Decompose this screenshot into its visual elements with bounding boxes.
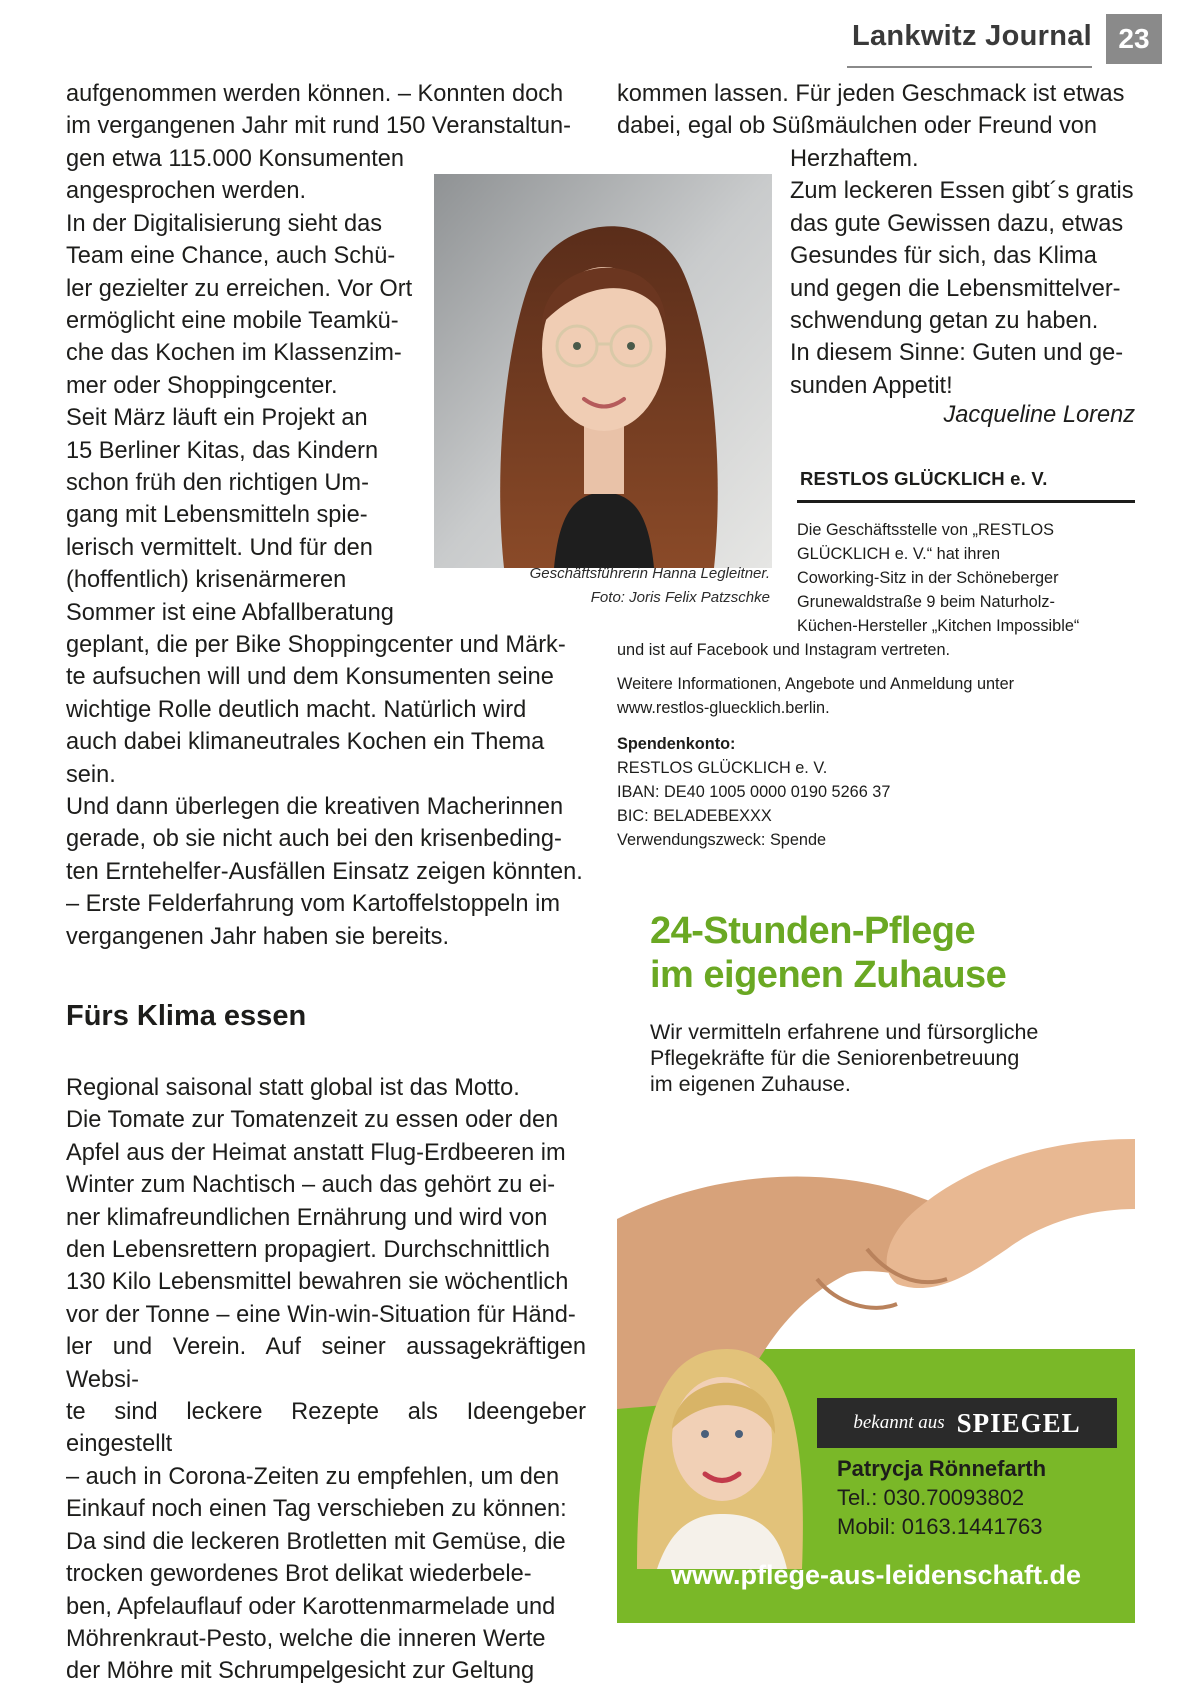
website-link[interactable]: www.restlos-gluecklich.berlin. [617,699,830,717]
text-line: Coworking-Sitz in der Schöneberger [797,569,1059,587]
text-line: Herzhaftem. [790,146,919,172]
ad-sub-line: im eigenen Zuhause. [650,1072,851,1096]
text-line: gerade, ob sie nicht auch bei den krisenbeding- [66,826,562,853]
infobox-rule [797,500,1135,503]
article-text-right-top [617,78,1135,143]
known-from-badge [817,1398,1117,1448]
text-line: Da sind die leckeren Brotletten mit Gemüse, die [66,1528,566,1555]
text-line: dabei, egal ob Süßmäulchen oder Freund von [617,113,1098,140]
infobox-text-full: und ist auf Facebook und Instagram vertreten. [617,641,951,659]
ad-title-line: im eigenen Zuhause [650,954,1007,996]
text-line: Seit März läuft ein Projekt an [66,405,368,432]
text-line: te aufsuchen will und dem Konsumenten seine [66,664,554,691]
text-line: lerisch vermittelt. Und für den [66,534,373,561]
text-line: vor der Tonne – eine Win-win-Situation für Händ- [66,1301,576,1328]
text-line: ermöglicht eine mobile Teamkü- [66,308,399,335]
photo-credit: Foto: Joris Felix Patzschke [590,589,770,606]
text-line: Küchen-Hersteller „Kitchen Impossible“ [797,617,1080,635]
text-line: GLÜCKLICH e. V.“ hat ihren [797,545,1001,563]
text-line: Zum leckeren Essen gibt´s gratis [790,178,1134,205]
infobox-info [617,672,1137,720]
donation-label: Spendenkonto: [617,735,736,753]
caption-line: Geschäftsführerin Hanna Legleitner. [529,565,770,582]
text-line: das gute Gewissen dazu, etwas [790,210,1124,237]
text-line: In diesem Sinne: Guten und ge- [790,340,1124,367]
text-line: – Erste Felderfahrung vom Kartoffelstoppeln im [66,891,560,918]
ad-title-line: 24-Stunden-Pflege [650,910,976,952]
spiegel-logo: SPIEGEL [956,1407,1081,1438]
text-line: vergangenen Jahr haben sie bereits. [66,923,450,950]
text-line: trocken gewordenes Brot delikat wiederbele- [66,1561,532,1588]
ad-website-link[interactable]: www.pflege-aus-leidenschaft.de [670,1560,1082,1590]
text-line: ler gezielter zu erreichen. Vor Ort [66,275,413,302]
photo-caption [400,562,770,610]
text-line: der Möhre mit Schrumpelgesicht zur Geltung [66,1658,535,1685]
author-signature: Jacqueline Lorenz [943,402,1135,428]
text-line: Gesundes für sich, das Klima [790,243,1097,270]
page-number: 23 [1106,14,1162,64]
article-text-section [66,1072,586,1688]
text-line: (hoffentlich) krisenärmeren [66,567,347,594]
text-line: auch dabei klimaneutrales Kochen ein Thema [66,729,545,756]
purpose: Verwendungszweck: Spende [617,831,827,849]
care-advertisement[interactable] [617,869,1135,1623]
text-line: ben, Apfelauflauf oder Karottenmarmelade und [66,1593,556,1620]
contact-name: Patrycja Rönnefarth [837,1456,1047,1481]
text-line: aufgenommen werden können. – Konnten doch [66,81,564,107]
text-line: Möhrenkraut-Pesto, welche die inneren Werte [66,1625,546,1652]
text-line: 15 Berliner Kitas, das Kindern [66,437,379,464]
text-line: te sind leckere Rezepte als Ideengeber eingestellt [66,1399,586,1458]
text-line: schon früh den richtigen Um- [66,470,369,497]
article-text-left-narrow [66,143,416,629]
contact-mobile: Mobil: 0163.1441763 [837,1514,1043,1539]
infobox-heading: RESTLOS GLÜCKLICH e. V. [800,468,1048,489]
text-line: wichtige Rolle deutlich macht. Natürlich wird [66,696,527,723]
article-text-right-narrow [790,143,1135,402]
section-heading: Fürs Klima essen [66,1000,307,1032]
text-line: Apfel aus der Heimat anstatt Flug-Erdbeeren im [66,1139,566,1166]
text-line: angesprochen werden. [66,178,307,205]
iban: IBAN: DE40 1005 0000 0190 5266 37 [617,783,891,801]
text-line: sunden Appetit! [790,372,953,399]
text-line: RESTLOS GLÜCKLICH e. V. [617,759,828,777]
text-line: Und dann überlegen die kreativen Macherinnen [66,794,564,821]
text-line: Die Geschäftsstelle von „RESTLOS [797,521,1054,539]
article-text-left-top [66,78,586,143]
article-text-left-bottom [66,629,586,953]
ad-sub-line: Pflegekräfte für die Seniorenbetreuung [650,1046,1020,1070]
text-line: sein. [66,761,116,788]
text-line: ner klimafreundlichen Ernährung und wird von [66,1204,548,1231]
text-line: Einkauf noch einen Tag verschieben zu können: [66,1496,567,1523]
text-line: Sommer ist eine Abfallberatung [66,599,394,626]
text-line: im vergangenen Jahr mit rund 150 Veranstaltun- [66,113,571,140]
contact-phone: Tel.: 030.70093802 [837,1485,1025,1510]
text-line: mer oder Shoppingcenter. [66,372,338,399]
ad-contact [837,1454,1046,1541]
text-line: – auch in Corona-Zeiten zu empfehlen, um den [66,1463,560,1490]
journal-title: Lankwitz Journal [851,20,1092,52]
text-line: Grunewaldstraße 9 beim Naturholz- [797,593,1055,611]
text-line: Die Tomate zur Tomatenzeit zu essen oder den [66,1107,559,1134]
known-from-label: bekannt aus [853,1412,945,1433]
portrait-photo [434,174,772,568]
text-line: Team eine Chance, auch Schü- [66,243,396,270]
text-line: In der Digitalisierung sieht das [66,210,383,237]
text-line: schwendung getan zu haben. [790,308,1099,335]
infobox-text [797,518,1137,638]
ad-sub-line: Wir vermitteln erfahrene und fürsorgliche [650,1020,1039,1044]
ad-subtitle [650,1019,1110,1097]
text-line: geplant, die per Bike Shoppingcenter und Märk- [66,632,566,658]
text-line: ler und Verein. Auf seiner aussagekräftigen Websi- [66,1334,586,1393]
text-line: che das Kochen im Klassenzim- [66,340,402,367]
header-rule [847,66,1092,68]
bic: BIC: BELADEBEXXX [617,807,772,825]
text-line: gang mit Lebensmitteln spie- [66,502,368,529]
text-line: Weitere Informationen, Angebote und Anmeldung unter [617,675,1015,693]
donation-account [617,732,1137,852]
text-line: kommen lassen. Für jeden Geschmack ist etwas [617,81,1125,107]
text-line: ten Erntehelfer-Ausfällen Einsatz zeigen könnten. [66,858,583,885]
ad-title [650,909,1006,997]
contact-portrait [617,1309,817,1569]
text-line: Regional saisonal statt global ist das Motto. [66,1075,520,1101]
text-line: 130 Kilo Lebensmittel bewahren sie wöchentlich [66,1269,569,1296]
text-line: gen etwa 115.000 Konsumenten [66,146,404,172]
text-line: und gegen die Lebensmittelver- [790,275,1121,302]
text-line: den Lebensrettern propagiert. Durchschnittlich [66,1237,550,1264]
page-header [0,14,1200,64]
text-line: Winter zum Nachtisch – auch das gehört zu ei- [66,1172,556,1199]
